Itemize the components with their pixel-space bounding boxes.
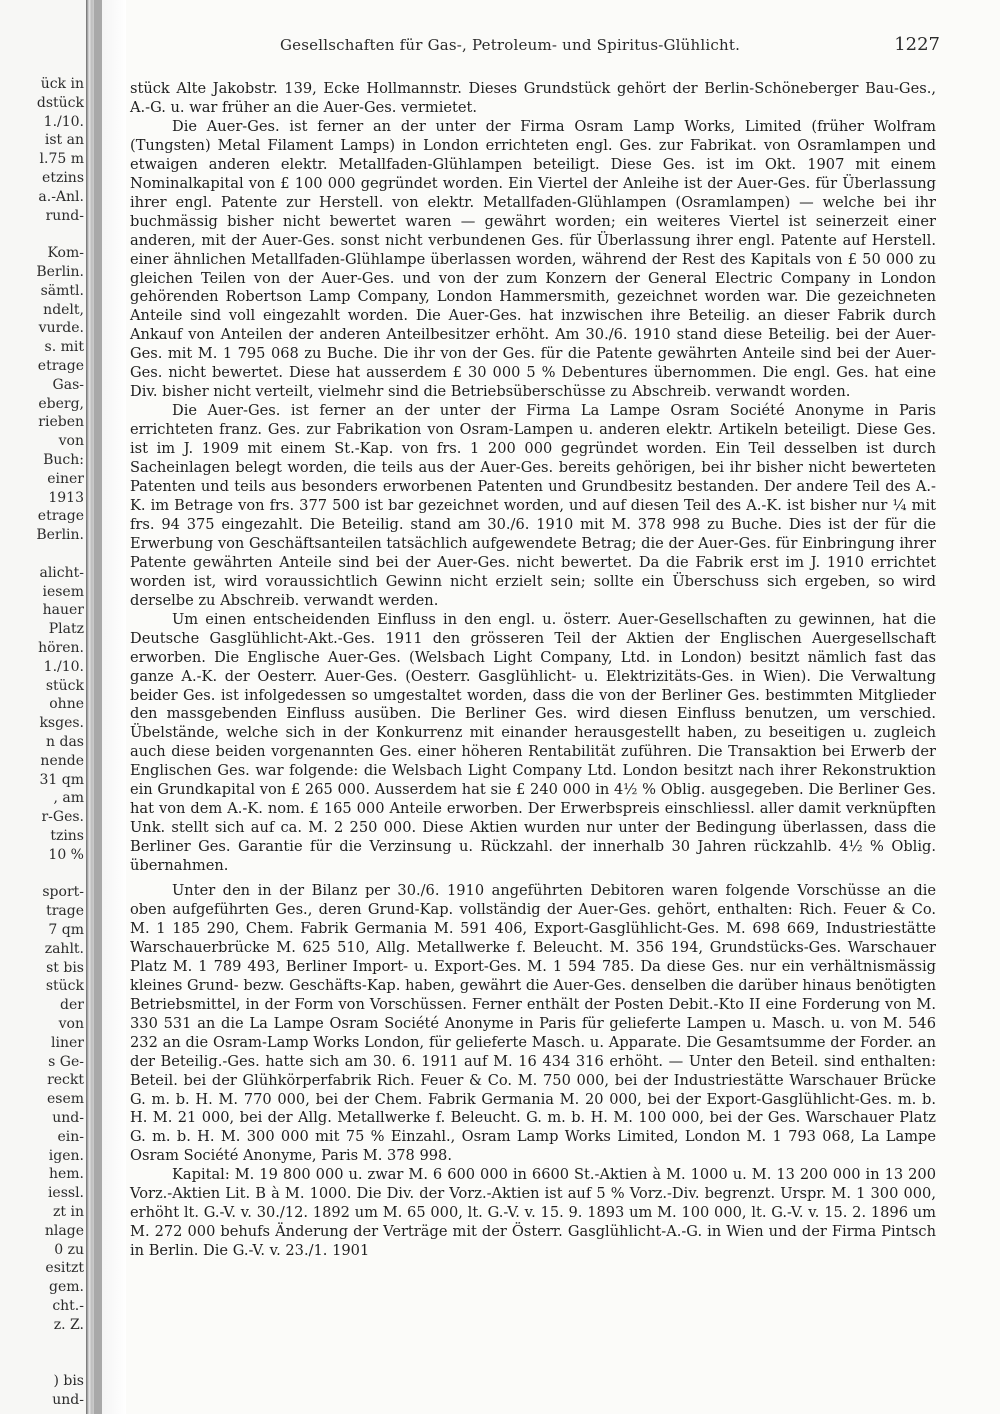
margin-fragment-line: sport- (42, 884, 84, 901)
previous-page-fragment (0, 0, 86, 1414)
margin-fragment-line: ksges. (39, 715, 84, 732)
margin-fragment-line: der (60, 997, 84, 1014)
margin-fragment-line: ist an (44, 132, 84, 149)
margin-fragment-line: 31 qm (39, 771, 84, 788)
margin-fragment-line: 7 qm (48, 922, 84, 938)
paragraph: Die Auer-Ges. ist ferner an der unter der Firma Osram Lamp Works, Limited (früher Wolfram (Tungsten) Metal Filament Lamps) in London errichteten engl. Ges. zur Fabrikat. von Osramlampen und etwaigen anderen elektr. Metallfaden-Glühlampen beteiligt. Diese Ges. ist im Okt. 1907 mit einem Nominalkapital von £ 100 000 gegründet worden. Ein Viertel der Anleihe ist der Auer-Ges. für Überlassung ihrer engl. Patente zur Herstell. von elektr. Metallfaden-Glühlampen (Osramlampen) — welche bei ihr buchmässig bisher nicht bewertet waren — gewährt worden; ein weiteres Viertel ist seinerzeit einer anderen, mit der Auer-Ges. sonst nicht verbundenen Ges. für Überlassung ihrer engl. Patente auf Herstell. einer ähnlichen Metallfaden-Glühlampe überlassen worden, während der Rest des Kapitals von £ 50 000 zu gleichen Teilen von der Auer-Ges. und von der zum Konzern der General Electric Company in London gehörenden Robertson Lamp Company, London Hammersmith, gezeichnet worden war. Die gezeichneten Anteile sind voll eingezahlt worden. Die Auer-Ges. hat inzwischen ihre Beteilig. an dieser Fabrik durch Ankauf von Anteilen der anderen Anteilbesitzer erhöht. Am 30./6. 1910 stand diese Beteilig. bei der Auer-Ges. mit M. 1 795 068 zu Buche. Die ihr von der Ges. für die Patente gewährten Anteile sind bei der Auer-Ges. nicht bewertet. Diese hat ausserdem £ 30 000 5 % Debentures übernommen. Die engl. Ges. hat eine Div. bisher nicht verteilt, vielmehr sind die Betriebsüberschüsse zu Abschreib. verwandt worden. (130, 117, 936, 401)
margin-fragment-line: hauer (42, 602, 84, 619)
margin-fragment-line: tzins (50, 828, 84, 844)
margin-fragment-line: rund- (45, 207, 84, 224)
margin-fragment-line: z. Z. (53, 1316, 84, 1333)
margin-fragment-line: iessl. (47, 1185, 84, 1202)
header-title: Gesellschaften für Gas-, Petroleum- und Spiritus-Glühlicht. (280, 36, 741, 54)
margin-fragment-line: cht.- (52, 1298, 84, 1314)
margin-fragment-line: st bis (46, 959, 84, 976)
margin-fragment-line: 1./10. (43, 113, 84, 130)
margin-fragment-line: stück (45, 978, 84, 995)
running-header (280, 36, 940, 54)
margin-fragment-line: s. mit (44, 339, 84, 356)
margin-fragment-line: gem. (49, 1279, 84, 1296)
margin-fragment-line: stück (45, 677, 84, 694)
margin-fragment-line: Platz (48, 621, 84, 638)
margin-fragment-line: rieben (38, 414, 84, 431)
margin-fragment-line: n das (46, 734, 84, 750)
margin-fragment-line: alicht- (39, 564, 84, 581)
margin-fragment-line: , am (53, 790, 84, 807)
margin-fragment-line: etzins (42, 170, 84, 186)
margin-fragment-line: sämtl. (40, 282, 84, 299)
margin-fragment-line: hem. (48, 1166, 84, 1183)
margin-fragment-line: hören. (38, 640, 84, 656)
margin-fragment-line: von (58, 1016, 84, 1032)
margin-fragment-line: esem (46, 1091, 84, 1108)
gutter-shadow (94, 0, 102, 1414)
margin-fragment-line: Buch: (43, 452, 84, 468)
margin-fragment-line: vurde. (38, 320, 84, 337)
paragraph: Um einen entscheidenden Einfluss in den engl. u. österr. Auer-Gesellschaften zu gewinnen, hat die Deutsche Gasglühlicht-Akt.-Ges. 1911 den grösseren Teil der Aktien der Englischen Auergesellschaft erworben. Die Englische Auer-Ges. (Welsbach Light Company, Ltd. in London) besitzt nämlich fast das ganze A.-K. der Oesterr. Auer-Ges. (Oesterr. Gasglühlicht- u. Elektrizitäts-Ges. in Wien). Die Verwaltung beider Ges. ist infolgedessen so umgestaltet worden, dass die von der Berliner Ges. bestimmten Mitglieder den massgebenden Einfluss ausüben. Die Berliner Ges. wird diesen Einfluss benutzen, um verschied. Übelstände, welche sich in der Konkurrenz mit einander herausgestellt haben, zu beseitigen u. zugleich auch diese beiden vorgenannten Ges. einer höheren Rentabilität zuführen. Die Transaktion bei Erwerb der Englischen Ges. war folgende: die Welsbach Light Company Ltd. London besitzt nach ihrer Rekonstruktion ein Grundkapital von £ 265 000. Ausserdem hat sie £ 240 000 in 4½ % Oblig. ausgegeben. Die Berliner Ges. hat von dem A.-K. nom. £ 165 000 Anteile erworben. Der Erwerbspreis einschliessl. aller damit verknüpften Unk. stellt sich auf ca. M. 2 250 000. Diese Aktien wurden nur unter der Bedingung überlassen, dass die Berliner Ges. Garantie für die Verzinsung u. Rückzahl. der innerhalb 30 Jahren rückzahlb. 4½ % Oblig. übernahmen. (130, 610, 936, 875)
paragraph: stück Alte Jakobstr. 139, Ecke Hollmannstr. Dieses Grundstück gehört der Berlin-Schöneberger Bau-Ges., A.-G. u. war früher an die Auer-Ges. vermietet. (130, 80, 936, 116)
margin-fragment-line: Berlin. (36, 527, 84, 544)
page-number: 1227 (894, 34, 940, 55)
margin-fragment-line: Gas- (52, 376, 84, 393)
margin-fragment-line: zt in (53, 1204, 84, 1220)
margin-fragment-line: Berlin. (36, 264, 84, 280)
margin-fragment-line: ndelt, (43, 301, 84, 318)
margin-fragment-line: iesem (42, 583, 84, 600)
margin-fragment-line: r-Ges. (41, 809, 84, 826)
paragraph: Die Auer-Ges. ist ferner an der unter der Firma La Lampe Osram Société Anonyme in Paris errichteten franz. Ges. zur Fabrikation von Osram-Lampen u. anderen elektr. Artikeln beteiligt. Diese Ges. ist im J. 1909 mit einem St.-Kap. von frs. 1 200 000 gegründet worden. Ein Teil desselben ist durch Sacheinlagen belegt worden, die teils aus der Auer-Ges. bereits gehörigen, bei ihr bisher nicht bewerteten Patenten und teils aus besonders erworbenen Patenten und Grundbesitz bestanden. Der andere Teil des A.-K. im Betrage von frs. 377 500 ist bar gezeichnet worden, und auf diesen Teil des A.-K. ist bisher nur ¼ mit frs. 94 375 eingezahlt. Die Beteilig. stand am 30./6. 1910 mit M. 378 998 zu Buche. Dies ist der für die Erwerbung von Geschäftsanteilen tatsächlich aufgewendete Betrag; die der Auer-Ges. für Einbringung ihrer Patente gewährten Anteile sind bei der Auer-Ges. nicht bewertet. Da die Fabrik erst im J. 1910 errichtet worden ist, wird voraussichtlich Gewinn nicht erzielt sein; sollte ein Überschuss sich ergeben, so wird derselbe zu Abschreib. verwandt werden. (130, 402, 936, 609)
margin-fragment-line: nlage (44, 1222, 84, 1239)
margin-fragment-line: etrage (37, 358, 84, 374)
margin-fragment-line: zahlt. (44, 940, 84, 957)
margin-fragment-line: 0 zu (54, 1241, 84, 1258)
book-gutter (86, 0, 126, 1414)
margin-fragment-line: 1./10. (43, 658, 84, 675)
margin-fragment-line: 1913 (48, 489, 84, 506)
margin-fragment-line: und- (52, 1392, 84, 1408)
margin-fragment-line: s Ge- (48, 1053, 84, 1070)
main-text-column (130, 80, 936, 1261)
margin-fragment-line: igen. (48, 1147, 84, 1164)
margin-fragment-line: l.75 m (39, 151, 84, 168)
margin-fragment-line: ) bis (53, 1373, 84, 1390)
margin-fragment-line: 10 % (48, 846, 84, 863)
margin-fragment-line: einer (47, 470, 84, 487)
margin-fragment-line: esitzt (45, 1260, 84, 1277)
margin-fragment-line: liner (51, 1034, 84, 1051)
margin-fragment-line: Kom- (47, 245, 84, 262)
margin-fragment-line: ück in (40, 76, 84, 92)
margin-fragment-line: dstück (36, 94, 84, 111)
paragraph: Unter den in der Bilanz per 30./6. 1910 angeführten Debitoren waren folgende Vorschüsse an die oben aufgeführten Ges., deren Grund-Kap. vollständig der Auer-Ges. gehört, enthalten: Rich. Feuer & Co. M. 1 185 290, Chem. Fabrik Germania M. 591 406, Export-Gasglühlicht-Ges. M. 698 669, Industriestätte Warschauerbrücke M. 625 510, Allg. Metallwerke f. Beleucht. M. 356 194, Grundstücks-Ges. Warschauer Platz M. 1 789 493, Berliner Import- u. Export-Ges. M. 1 594 785. Da diese Ges. nur ein verhältnismässig kleines Grund- bezw. Geschäfts-Kap. haben, gewährt die Auer-Ges. denselben die darüber hinaus benötigten Betriebsmittel, in der Form von Vorschüssen. Ferner enthält der Posten Debit.-Kto II eine Forderung von M. 330 531 an die La Lampe Osram Société Anonyme in Paris für gelieferte Lampen u. Masch. u. von M. 546 232 an die Osram-Lamp Works London, für gelieferte Masch. u. Apparate. Die Gesamtsumme der Forder. an der Beteilig.-Ges. hatte sich am 30. 6. 1911 auf M. 16 434 316 erhöht. — Unter den Beteil. sind enthalten: Beteil. bei der Glühkörperfabrik Rich. Feuer & Co. M. 750 000, bei der Industriestätte Warschauer Brücke G. m. b. H. M. 770 000, bei der Chem. Fabrik Germania M. 20 000, bei der Export-Gasglühlicht-Ges. m. b. H. M. 21 000, bei der Allg. Metallwerke f. Beleucht. G. m. b. H. M. 100 000, bei der Ges. Warschauer Platz G. m. b. H. M. 300 000 mit 75 % Einzahl., Osram Lamp Works Limited, London M. 1 793 068, La Lampe Osram Société Anonyme, Paris M. 378 998. (130, 882, 936, 1165)
paragraph: Kapital: M. 19 800 000 u. zwar M. 6 600 000 in 6600 St.-Aktien à M. 1000 u. M. 13 200 000 in 13 200 Vorz.-Aktien Lit. B à M. 1000. Die Div. der Vorz.-Aktien ist auf 5 % Vorz.-Div. begrenzt. Urspr. M. 1 300 000, erhöht lt. G.-V. v. 30./12. 1892 um M. 65 000, lt. G.-V. v. 15. 9. 1893 um M. 100 000, lt. G.-V. v. 15. 2. 1896 um M. 272 000 behufs Änderung der Verträge mit der Österr. Gasglühlicht-A.-G. in Wien und der Firma Pintsch in Berlin. Die G.-V. v. 23./1. 1901 (130, 1166, 936, 1260)
margin-fragment-line: und- (52, 1110, 84, 1126)
margin-fragment-line: eberg, (38, 395, 84, 412)
margin-fragment-line: trage (46, 903, 84, 920)
margin-fragment-line: etrage (37, 508, 84, 525)
margin-fragment-line: ohne (49, 696, 84, 713)
margin-fragment-line: von (58, 433, 84, 450)
margin-fragment-line: ein- (57, 1128, 84, 1145)
margin-fragment-line: a.-Anl. (38, 188, 84, 205)
margin-fragment-line: reckt (47, 1072, 84, 1089)
margin-fragment-line: nende (40, 752, 84, 769)
